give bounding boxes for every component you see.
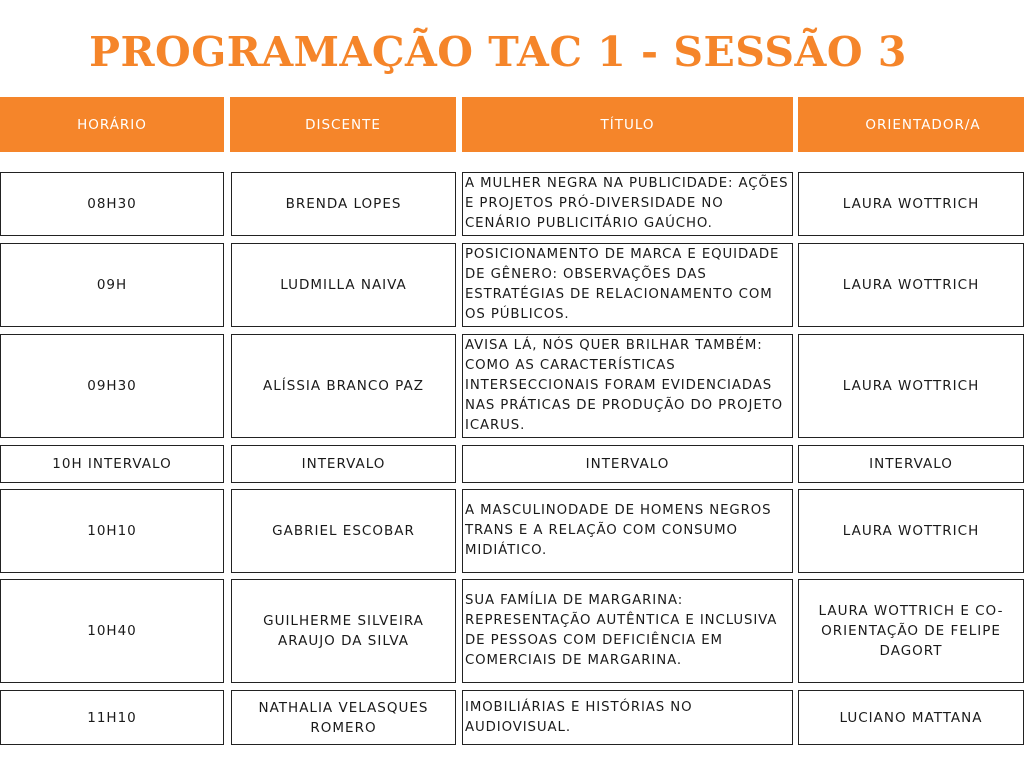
cell-title: INTERVALO (462, 445, 793, 483)
cell-advisor: LUCIANO MATTANA (798, 690, 1024, 745)
cell-student: INTERVALO (231, 445, 456, 483)
cell-time: 10H40 (0, 579, 224, 683)
cell-time: 09H (0, 243, 224, 327)
cell-title: A MULHER NEGRA NA PUBLICIDADE: AÇÕES E PROJETOS PRÓ-DIVERSIDADE NO CENÁRIO PUBLICITÁRIO GAÚCHO. (462, 172, 793, 236)
cell-advisor: LAURA WOTTRICH (798, 243, 1024, 327)
cell-title: SUA FAMÍLIA DE MARGARINA: REPRESENTAÇÃO AUTÊNTICA E INCLUSIVA DE PESSOAS COM DEFICIÊNCIA EM COMERCIAIS DE MARGARINA. (462, 579, 793, 683)
cell-time: 10H INTERVALO (0, 445, 224, 483)
cell-student: ALÍSSIA BRANCO PAZ (231, 334, 456, 438)
cell-student: GABRIEL ESCOBAR (231, 489, 456, 573)
cell-student: BRENDA LOPES (231, 172, 456, 236)
header-student: DISCENTE (230, 97, 456, 152)
cell-title: A MASCULINODADE DE HOMENS NEGROS TRANS E A RELAÇÃO COM CONSUMO MIDIÁTICO. (462, 489, 793, 573)
cell-student: NATHALIA VELASQUES ROMERO (231, 690, 456, 745)
cell-student: GUILHERME SILVEIRA ARAUJO DA SILVA (231, 579, 456, 683)
cell-title: POSICIONAMENTO DE MARCA E EQUIDADE DE GÊNERO: OBSERVAÇÕES DAS ESTRATÉGIAS DE RELACIONAMENTO COM OS PÚBLICOS. (462, 243, 793, 327)
cell-title: AVISA LÁ, NÓS QUER BRILHAR TAMBÉM: COMO AS CARACTERÍSTICAS INTERSECCIONAIS FORAM EVIDENCIADAS NAS PRÁTICAS DE PRODUÇÃO DO PROJETO ICARUS. (462, 334, 793, 438)
cell-advisor: INTERVALO (798, 445, 1024, 483)
cell-time: 10H10 (0, 489, 224, 573)
header-title: TÍTULO (462, 97, 793, 152)
header-advisor: ORIENTADOR/A (798, 97, 1024, 152)
cell-student: LUDMILLA NAIVA (231, 243, 456, 327)
page-title: PROGRAMAÇÃO TAC 1 - SESSÃO 3 (89, 28, 907, 76)
cell-advisor: LAURA WOTTRICH (798, 334, 1024, 438)
cell-advisor: LAURA WOTTRICH (798, 489, 1024, 573)
cell-advisor: LAURA WOTTRICH E CO-ORIENTAÇÃO DE FELIPE DAGORT (798, 579, 1024, 683)
cell-title: IMOBILIÁRIAS E HISTÓRIAS NO AUDIOVISUAL. (462, 690, 793, 745)
cell-time: 09H30 (0, 334, 224, 438)
cell-time: 08H30 (0, 172, 224, 236)
cell-advisor: LAURA WOTTRICH (798, 172, 1024, 236)
cell-time: 11H10 (0, 690, 224, 745)
header-time: HORÁRIO (0, 97, 224, 152)
